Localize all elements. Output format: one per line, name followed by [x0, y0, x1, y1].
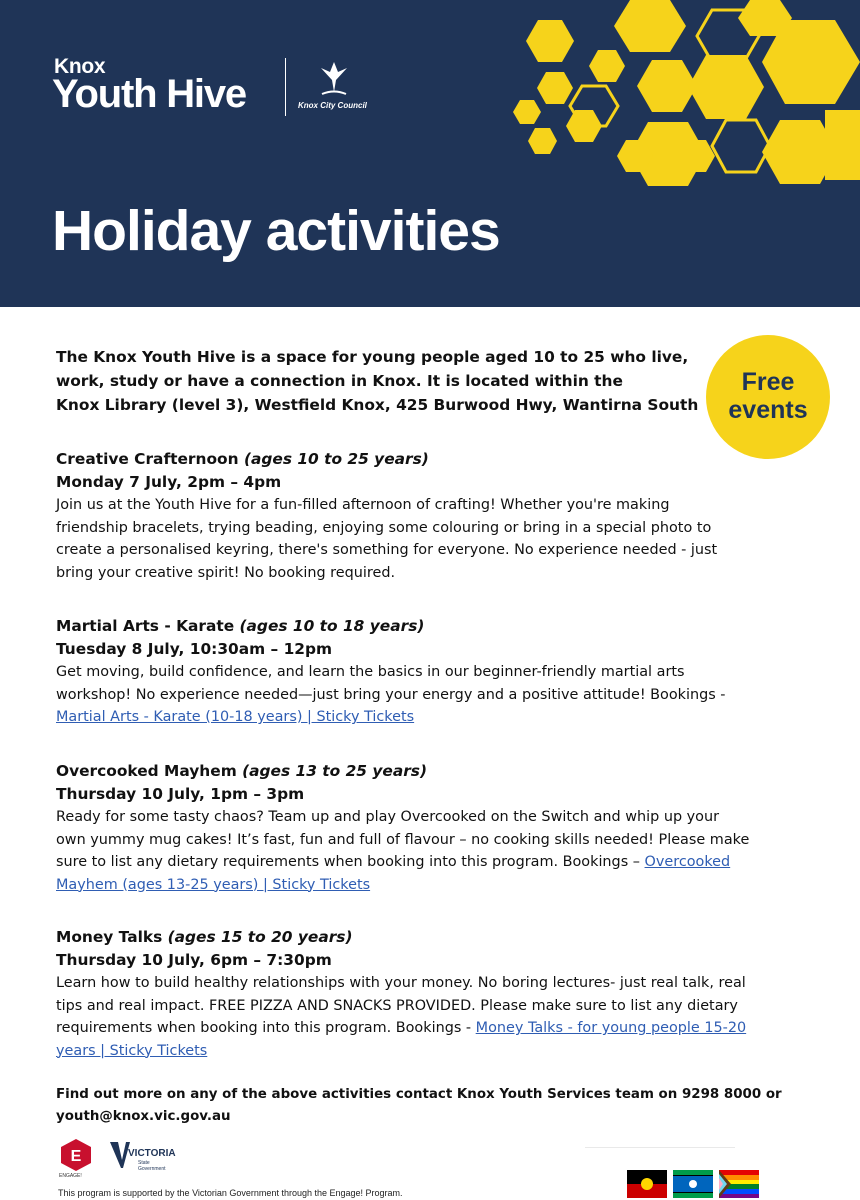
event-description: [56, 972, 816, 1062]
description-line: own yummy mug cakes! It’s fast, fun and full of flavour – no cooking skills needed! Please make: [56, 831, 750, 848]
event-money-talks: [56, 926, 816, 1062]
honeycomb-graphic-icon: [480, 0, 860, 200]
description-line: Learn how to build healthy relationships with your money. No boring lectures- just real talk, real: [56, 975, 746, 991]
svg-text:E: E: [70, 1148, 82, 1165]
description-line: requirements when booking into this program. Bookings -: [56, 1020, 476, 1036]
event-date-time: Monday 7 July, 2pm – 4pm: [56, 473, 282, 491]
intro-paragraph: [56, 345, 706, 417]
description-line: Get moving, build confidence, and learn the basics in our beginner-friendly martial arts: [56, 664, 685, 680]
description-line: friendship bracelets, trying beading, enjoying some colouring or bring in a special photo to: [56, 519, 712, 536]
divider: [585, 1147, 735, 1148]
victoria-government-logo-icon: [110, 1140, 130, 1170]
victoria-wordmark: VICTORIA: [128, 1148, 176, 1159]
event-overcooked-mayhem: [56, 760, 816, 896]
event-title: [56, 926, 816, 949]
event-title-text: Creative Crafternoon: [56, 450, 244, 468]
event-title: [56, 448, 816, 471]
description-line: Ready for some tasty chaos? Team up and play Overcooked on the Switch and whip up your: [56, 809, 720, 825]
free-events-badge: [706, 335, 830, 459]
event-date-time: Thursday 10 July, 1pm – 3pm: [56, 785, 305, 803]
event-title-text: Money Talks: [56, 928, 168, 946]
event-martial-arts: [56, 615, 816, 729]
council-name: Knox City Council: [298, 101, 367, 110]
event-title-text: Martial Arts - Karate: [56, 617, 240, 635]
description-line: bring your creative spirit! No booking required.: [56, 564, 396, 581]
event-description: [56, 806, 816, 896]
event-title-text: Overcooked Mayhem: [56, 762, 243, 780]
engage-caption: ENGAGE!: [59, 1173, 82, 1179]
badge-line-2: events: [728, 396, 808, 424]
engage-logo-icon: [56, 1137, 96, 1173]
knox-council-emblem-icon: [313, 58, 355, 100]
page-title: Holiday activities: [52, 199, 500, 263]
description-line: workshop! No experience needed—just bring your energy and a positive attitude! Bookings -: [56, 686, 726, 703]
event-title: [56, 615, 816, 638]
flags-icon: [627, 1170, 767, 1200]
victoria-subtitle: State Government: [138, 1160, 166, 1172]
intro-line: The Knox Youth Hive is a space for young people aged 10 to 25 who live,: [56, 348, 689, 366]
intro-line: Knox Library (level 3), Westfield Knox, 425 Burwood Hwy, Wantirna South: [56, 396, 699, 414]
logo-divider: [285, 58, 286, 116]
description-line: Join us at the Youth Hive for a fun-filled afternoon of crafting! Whether you're making: [56, 497, 670, 513]
event-date-time: Thursday 10 July, 6pm – 7:30pm: [56, 951, 332, 969]
overcooked-booking-link-cont[interactable]: Mayhem (ages 13-25 years) | Sticky Tickets: [56, 876, 371, 893]
badge-line-1: Free: [741, 368, 795, 396]
money-talks-booking-link-cont[interactable]: years | Sticky Tickets: [56, 1042, 208, 1059]
logo-knox: Knox: [54, 55, 106, 78]
martial-arts-booking-link[interactable]: Martial Arts - Karate (10-18 years) | Sticky Tickets: [56, 709, 415, 725]
logo-youth-hive: Youth Hive: [52, 72, 246, 116]
description-line: sure to list any dietary requirements when booking into this program. Bookings –: [56, 854, 645, 870]
event-ages: (ages 10 to 18 years): [239, 617, 425, 635]
description-line: create a personalised keyring, there's something for everyone. No experience needed - just: [56, 542, 718, 558]
event-ages: (ages 13 to 25 years): [242, 762, 427, 780]
event-description: [56, 661, 816, 729]
event-date-time: Tuesday 8 July, 10:30am – 12pm: [56, 640, 333, 658]
overcooked-booking-link[interactable]: Overcooked: [644, 854, 731, 870]
description-line: tips and real impact. FREE PIZZA AND SNACKS PROVIDED. Please make sure to list any dietary: [56, 997, 738, 1014]
intro-line: work, study or have a connection in Knox. It is located within the: [56, 372, 623, 390]
support-statement: This program is supported by the Victorian Government through the Engage! Program.: [58, 1188, 403, 1198]
event-title: [56, 760, 816, 783]
event-ages: (ages 10 to 25 years): [243, 450, 429, 468]
event-creative-crafternoon: [56, 448, 816, 584]
event-description: [56, 494, 816, 584]
event-ages: (ages 15 to 20 years): [167, 928, 353, 946]
money-talks-booking-link[interactable]: Money Talks - for young people 15-20: [475, 1020, 747, 1036]
contact-line: Find out more on any of the above activities contact Knox Youth Services team on 9298 8000 or: [56, 1087, 782, 1102]
contact-info: [56, 1084, 816, 1127]
contact-email: youth@knox.vic.gov.au: [56, 1108, 231, 1124]
header-banner: [0, 0, 860, 307]
